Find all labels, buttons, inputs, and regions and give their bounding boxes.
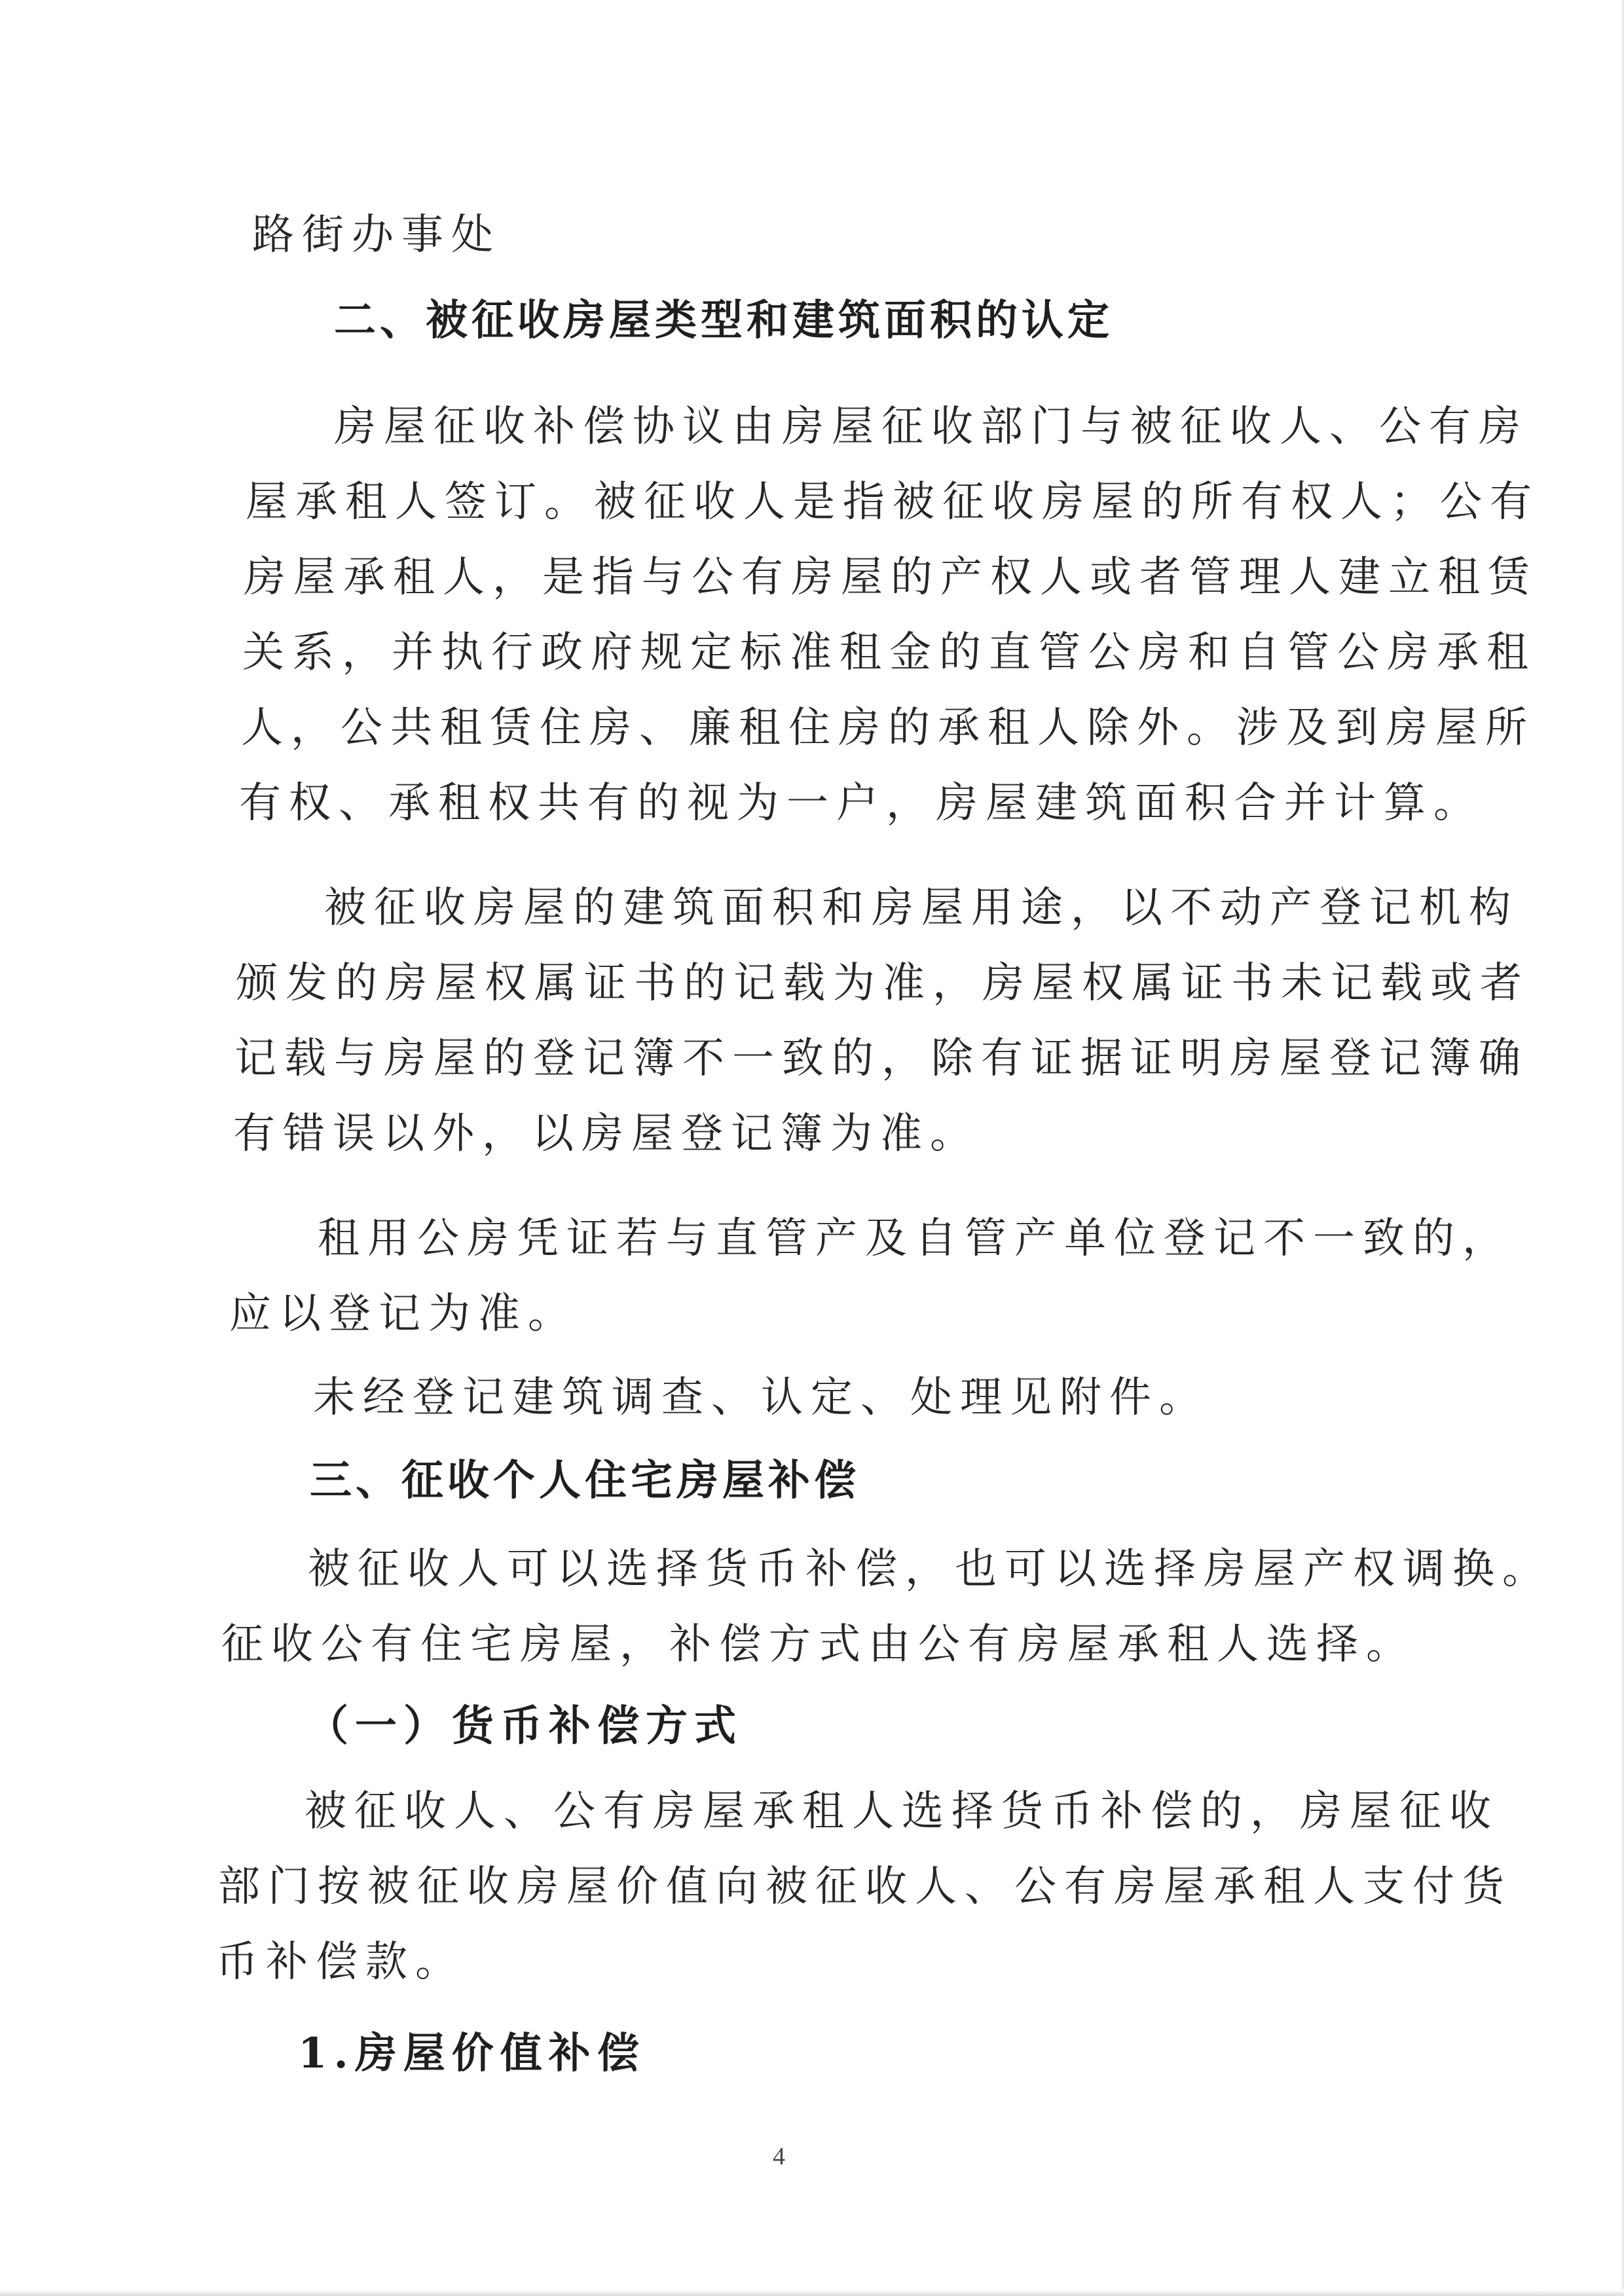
page-number: 4 [773,2143,785,2170]
body-line: 被征收房屋的建筑面积和房屋用途，以不动产登记机构 [324,884,1519,932]
body-line: 有错误以外，以房屋登记簿为准。 [233,1110,980,1158]
body-line: 币补偿款。 [216,1938,465,1986]
subsection-heading: （一）货币补偿方式 [306,1702,743,1751]
body-line: 被征收人可以选择货币补偿，也可以选择房屋产权调换。 [308,1545,1552,1594]
body-line: 人，公共租赁住房、廉租住房的承租人除外。涉及到房屋所 [241,704,1535,752]
section-heading-2: 二、被征收房屋类型和建筑面积的认定 [334,297,1113,345]
body-line: 未经登记建筑调查、认定、处理见附件。 [313,1374,1209,1422]
body-line: 应以登记为准。 [229,1290,578,1338]
scan-edge-right [1620,0,1624,2296]
body-line: 路街办事处 [252,211,501,259]
body-line: 记载与房屋的登记簿不一致的，除有证据证明房屋登记簿确 [234,1034,1528,1083]
item-heading: 1.房屋价值补偿 [298,2029,646,2078]
body-line: 颁发的房屋权属证书的记载为准，房屋权属证书未记载或者 [236,959,1530,1008]
body-line: 租用公房凭证若与直管产及自管产单位登记不一致的， [318,1214,1512,1263]
scan-edge-bottom [0,2289,1624,2296]
body-line: 征收公有住宅房屋，补偿方式由公有房屋承租人选择。 [221,1620,1416,1669]
body-line: 房屋承租人，是指与公有房屋的产权人或者管理人建立租赁 [244,553,1538,602]
body-line: 屋承租人签订。被征收人是指被征收房屋的所有权人；公有 [246,478,1540,526]
body-line: 被征收人、公有房屋承租人选择货币补偿的，房屋征收 [304,1787,1499,1836]
body-line: 房屋征收补偿协议由房屋征收部门与被征收人、公有房 [334,403,1528,451]
body-line: 有权、承租权共有的视为一户，房屋建筑面积合并计算。 [239,779,1483,828]
body-line: 部门按被征收房屋价值向被征收人、公有房屋承租人支付货 [218,1863,1512,1911]
body-line: 关系，并执行政府规定标准租金的直管公房和自管公房承租 [242,629,1536,677]
section-heading-3: 三、征收个人住宅房屋补偿 [310,1457,860,1505]
